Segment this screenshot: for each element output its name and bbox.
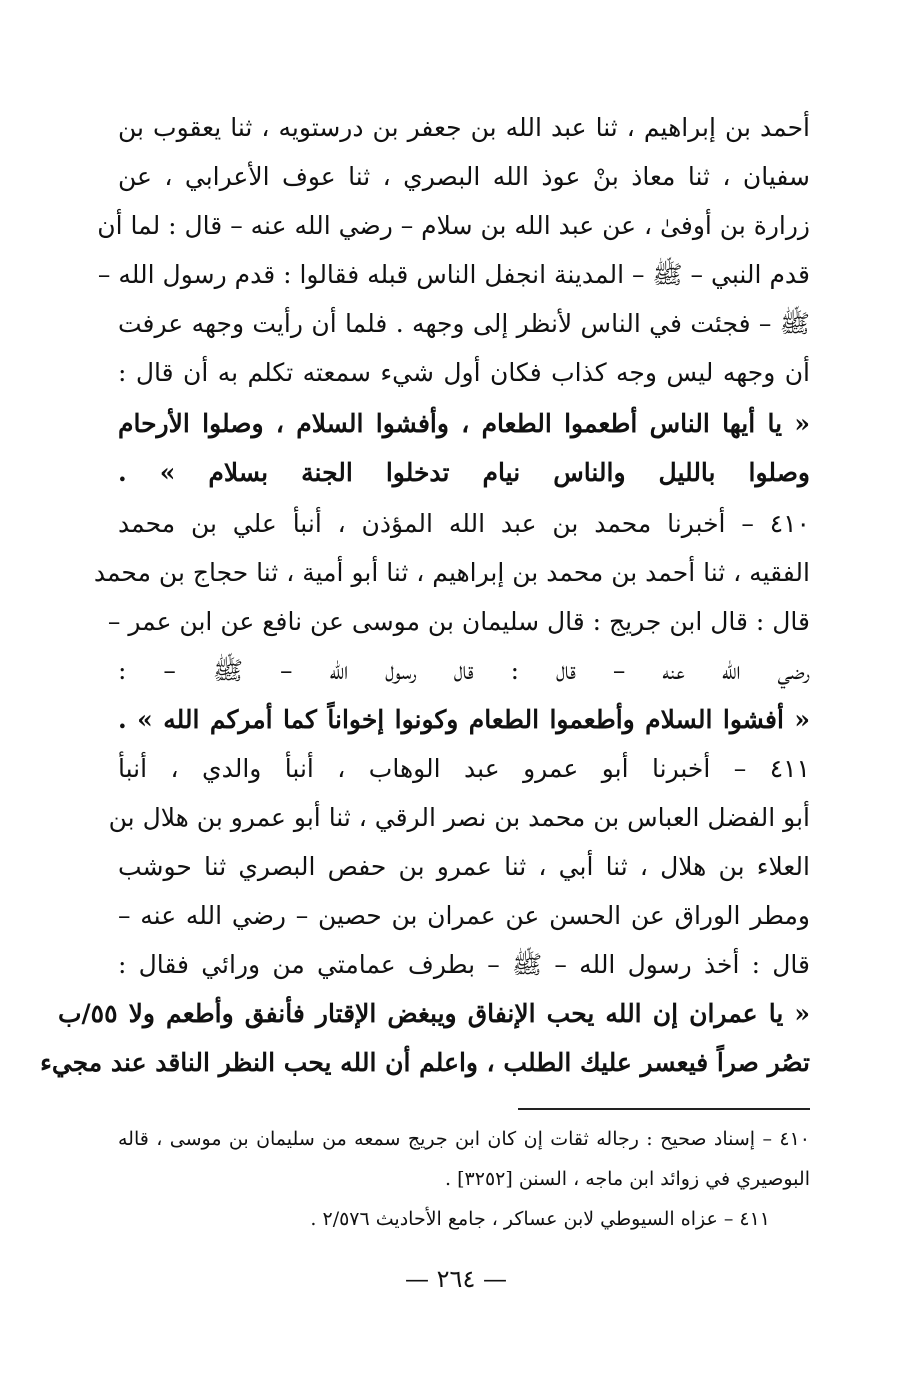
narration-411-line-3: العلاء بن هلال ، ثنا أبي ، ثنا عمرو بن حفص البصري ثنا حوشب <box>118 852 810 881</box>
narration-411-line-1: ٤١١ – أخبرنا أبو عمرو عبد الوهاب ، أنبأ والدي ، أنبأ <box>118 754 810 783</box>
hadith-line-2: وصلوا بالليل والناس نيام تدخلوا الجنة بسلام » . <box>118 458 810 487</box>
text-line-5: ﷺ – فجئت في الناس لأنظر إلى وجهه . فلما أن رأيت وجهه عرفت <box>118 309 810 338</box>
text-line-4: قدم النبي – ﷺ – المدينة انجفل الناس قبله فقالوا : قدم رسول الله – <box>97 260 810 289</box>
main-text <box>40 110 810 1090</box>
text-line-6: أن وجهه ليس وجه كذاب فكان أول شيء سمعته تكلم به أن قال : <box>118 358 810 387</box>
footnote-410-line-1: ٤١٠ – إسناد صحيح : رجاله ثقات إن كان ابن جريج سمعه من سليمان بن موسى ، قاله <box>118 1128 810 1150</box>
narration-410-line-1: ٤١٠ – أخبرنا محمد بن عبد الله المؤذن ، أنبأ علي بن محمد <box>118 509 810 538</box>
text-line-1: أحمد بن إبراهيم ، ثنا عبد الله بن جعفر بن درستويه ، ثنا يعقوب بن <box>118 113 810 142</box>
narration-410-line-2: الفقيه ، ثنا أحمد بن محمد بن إبراهيم ، ثنا أبو أمية ، ثنا حجاج بن محمد <box>93 558 810 587</box>
hadith-411-line-1: « يا عمران إن الله يحب الإنفاق ويبغض الإقتار فأنفق وأطعم ولا ٥٥/ب <box>58 999 810 1028</box>
hadith-line-1: « يا أيها الناس أطعموا الطعام ، وأفشوا السلام ، وصلوا الأرحام <box>118 409 810 438</box>
text-line-2: سفيان ، ثنا معاذ بنْ عوذ الله البصري ، ثنا عوف الأعرابي ، عن <box>118 162 810 191</box>
narration-410-line-4: رضي الله عنه – قال : قال رسول الله – ﷺ – : <box>118 656 810 685</box>
narration-411-line-4: ومطر الوراق عن الحسن عن عمران بن حصين – رضي الله عنه – <box>118 901 810 930</box>
page-number: — ٢٦٤ — <box>405 1265 507 1293</box>
footnote-divider <box>518 1108 810 1110</box>
narration-410-line-3: قال : قال ابن جريج : قال سليمان بن موسى عن نافع عن ابن عمر – <box>107 607 810 636</box>
footnote-411: ٤١١ – عزاه السيوطي لابن عساكر ، جامع الأحاديث ٢/٥٧٦ . <box>310 1208 770 1230</box>
hadith-410: « أفشوا السلام وأطعموا الطعام وكونوا إخواناً كما أمركم الله » . <box>118 705 810 734</box>
hadith-411-line-2: تصُر صراً فيعسر عليك الطلب ، واعلم أن الله يحب النظر الناقد عند مجيء <box>40 1048 810 1077</box>
text-line-3: زرارة بن أوفىٰ ، عن عبد الله بن سلام – رضي الله عنه – قال : لما أن <box>97 211 810 240</box>
footnote-410-line-2: البوصيري في زوائد ابن ماجه ، السنن [٣٢٥٢] . <box>445 1168 810 1190</box>
narration-411-line-2: أبو الفضل العباس بن محمد بن نصر الرقي ، ثنا أبو عمرو بن هلال بن <box>108 803 810 832</box>
narration-411-line-5: قال : أخذ رسول الله – ﷺ – بطرف عمامتي من ورائي فقال : <box>118 950 810 979</box>
